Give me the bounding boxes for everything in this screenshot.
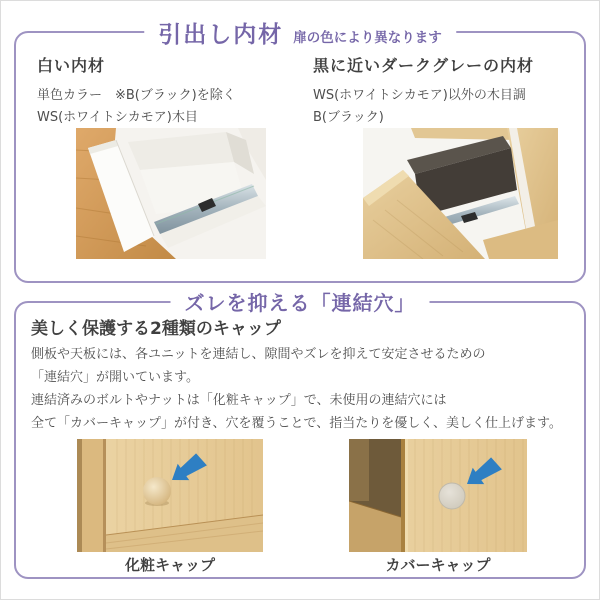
white-material-column [37,53,236,129]
decorative-cap-photo [77,439,263,552]
section1-title-note: 扉の色により異なります [293,30,442,46]
dark-material-heading: 黒に近いダークグレーの内材 [313,56,535,75]
dark-material-column [313,53,534,129]
section2-title-main: ズレを抑える「連結穴」 [184,291,416,315]
white-material-heading: 白い内材 [37,56,106,75]
caps-description-line: 「連結穴」が開いています。 [31,370,199,385]
dark-material-line2: B(ブラック) [313,110,384,125]
cover-cap-photo [349,439,527,552]
caps-description-line: 側板や天板には、各ユニットを連結し、隙間やズレを抑えて安定させるための [31,347,486,362]
caps-description-line: 連結済みのボルトやナットは「化粧キャップ」で、未使用の連結穴には [31,393,447,408]
dark-gray-drawer-photo [363,128,558,259]
decorative-cap-caption: 化粧キャップ [124,556,215,574]
white-material-line2: WS(ホワイトシカモア)木目 [37,110,198,125]
section1-title-main: 引出し内材 [158,22,284,48]
dark-material-line1: WS(ホワイトシカモア)以外の木目調 [313,88,526,103]
caps-description [31,343,562,435]
decorative-cap [143,477,171,505]
cover-cap [439,483,465,509]
section2-title [171,287,430,316]
cover-cap-caption: カバーキャップ [385,556,491,574]
caps-heading: 美しく保護する2種類のキャップ [31,319,281,339]
white-material-line1: 単色カラー ※B(ブラック)を除く [37,88,236,103]
section1-title [144,16,456,49]
caps-description-line: 全て「カバーキャップ」が付き、穴を覆うことで、指当たりを優しく、美しく仕上げます。 [31,416,562,431]
white-drawer-photo [76,128,266,259]
